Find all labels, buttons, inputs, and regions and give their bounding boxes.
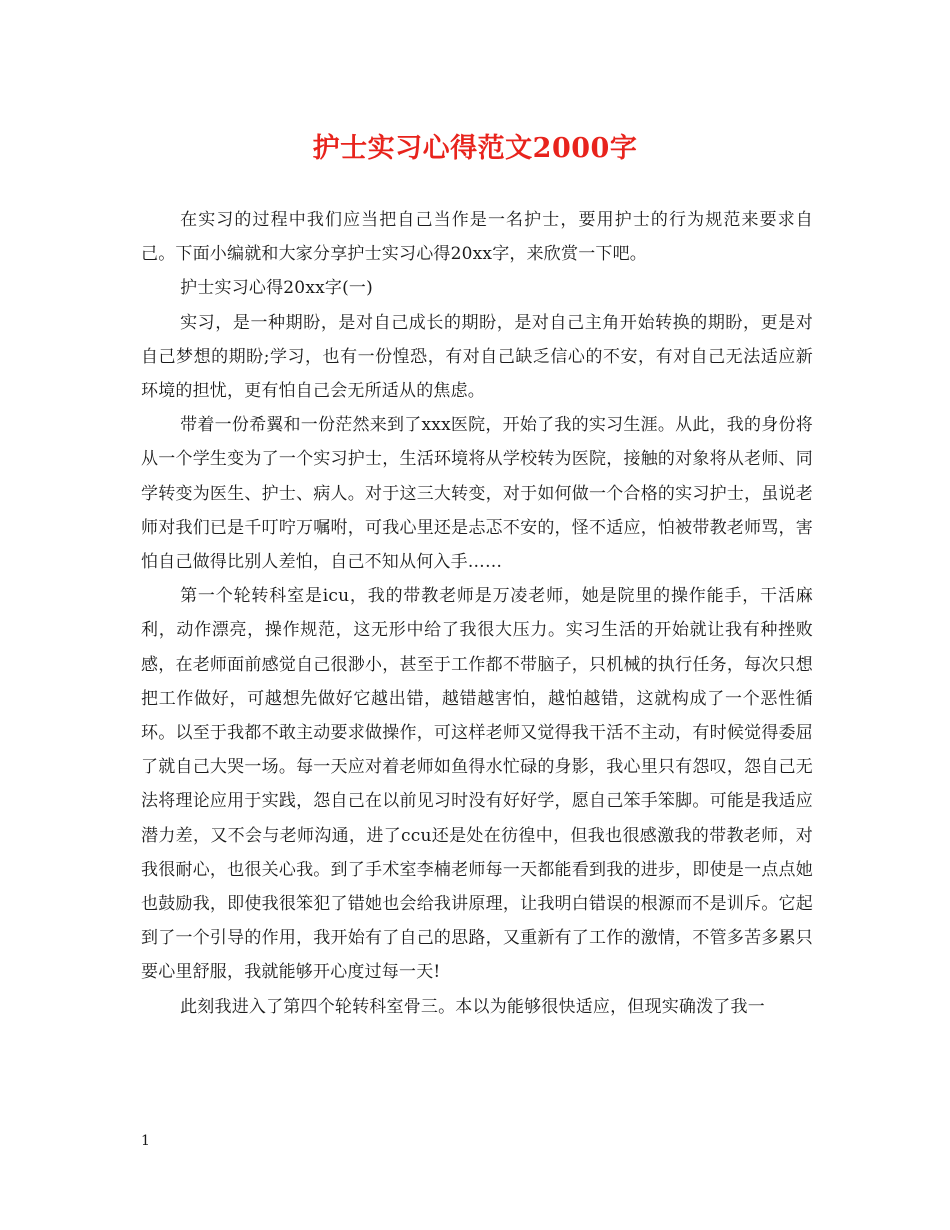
paragraph-intro: 在实习的过程中我们应当把自己当作是一名护士，要用护士的行为规范来要求自己。下面小编就和大家分享护士实习心得20xx字，来欣赏一下吧。: [141, 210, 813, 265]
paragraph: 第一个轮转科室是icu，我的带教老师是万凌老师，她是院里的操作能手，干活麻利，动作漂亮，操作规范，这无形中给了我很大压力。实习生活的开始就让我有种挫败感，在老师面前感觉自己很渺小，甚至于工作都不带脑子，只机械的执行任务，每次只想把工作做好，可越想先做好它越出错，越错越害怕，越怕越错，这就构成了一个恶性循环。以至于我都不敢主动要求做操作，可这样老师又觉得我干活不主动，有时候觉得委屈了就自己大哭一场。每一天应对着老师如鱼得水忙碌的身影，我心里只有怨叹，怨自己无法将理论应用于实践，怨自己在以前见习时没有好好学，愿自己笨手笨脚。可能是我适应潜力差，又不会与老师沟通，进了ccu还是处在彷徨中，但我也很感激我的带教老师，对我很耐心，也很关心我。到了手术室李楠老师每一天都能看到我的进步，即使是一点点她也鼓励我，即使我很笨犯了错她也会给我讲原理，让我明白错误的根源而不是训斥。它起到了一个引导的作用，我开始有了自己的思路，又重新有了工作的激情，不管多苦多累只要心里舒服，我就能够开心度过每一天!: [141, 586, 813, 983]
paragraph: 此刻我进入了第四个轮转科室骨三。本以为能够很快适应，但现实确泼了我一: [180, 996, 765, 1017]
section-heading: 护士实习心得20xx字(一): [180, 278, 373, 299]
paragraph: 带着一份希翼和一份茫然来到了xxx医院，开始了我的实习生涯。从此，我的身份将从一个学生变为了一个实习护士，生活环境将从学校转为医院，接触的对象将从老师、同学转变为医生、护士、病人。对于这三大转变，对于如何做一个合格的实习护士，虽说老师对我们已是千叮咛万嘱咐，可我心里还是忐忑不安的，怪不适应，怕被带教老师骂，害怕自己做得比别人差怕，自己不知从何入手……: [141, 415, 813, 573]
paragraph: 实习，是一种期盼，是对自己成长的期盼，是对自己主角开始转换的期盼，更是对自己梦想的期盼;学习，也有一份惶恐，有对自己缺乏信心的不安，有对自己无法适应新环境的担忧，更有怕自己会无所适从的焦虑。: [141, 312, 813, 402]
page-number: 1: [141, 1133, 150, 1149]
document-title: 护士实习心得范文2000字: [312, 133, 638, 164]
document-body: [141, 203, 813, 1024]
